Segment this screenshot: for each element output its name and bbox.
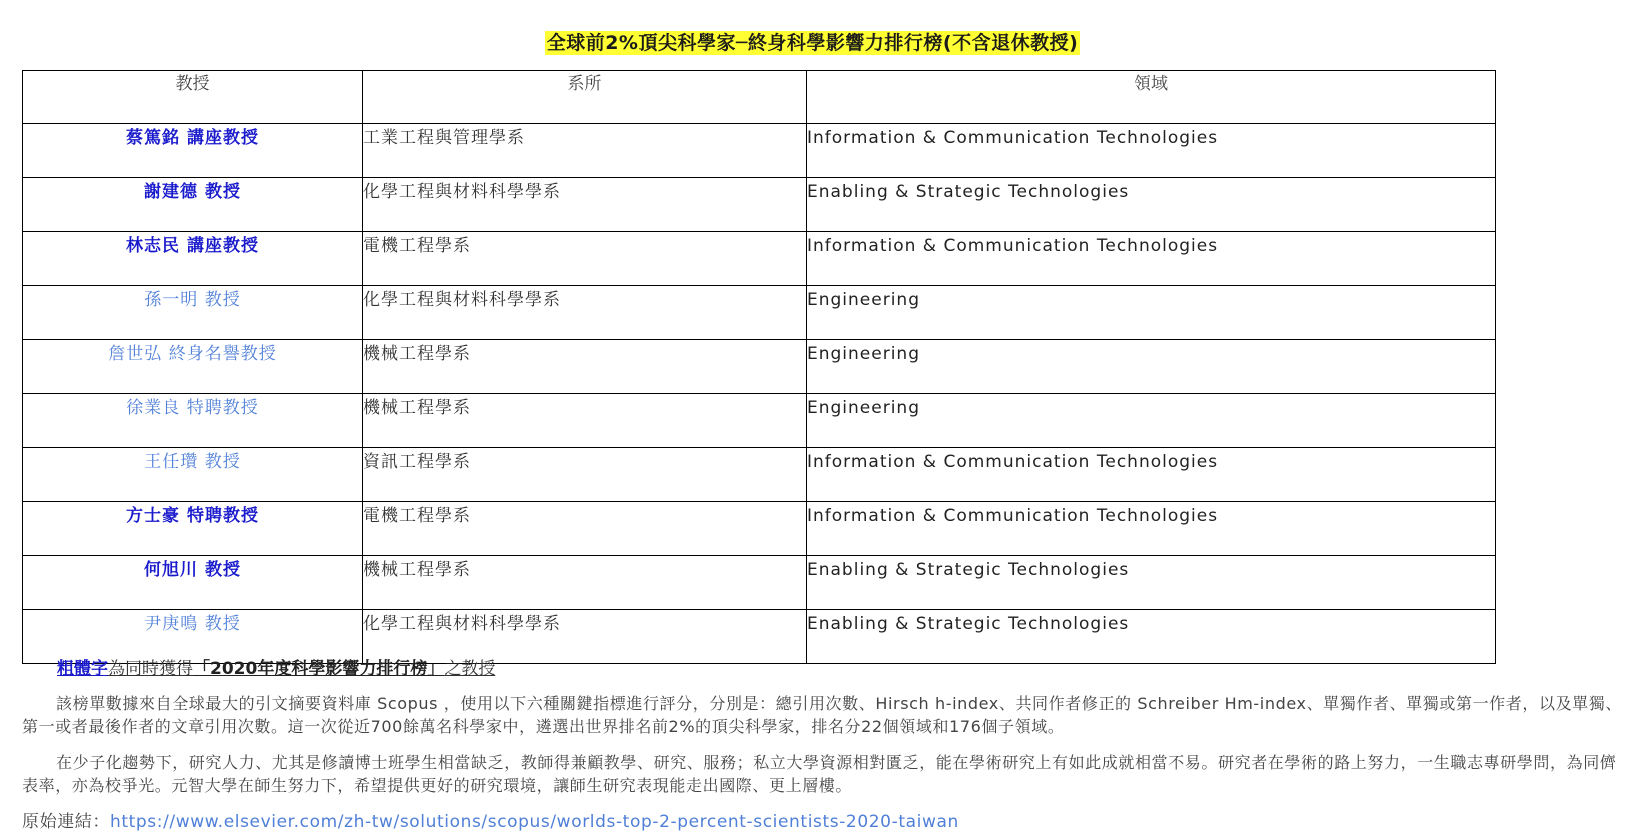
professor-cell	[23, 394, 363, 448]
field-cell: Information & Communication Technologies	[807, 448, 1496, 502]
table-row	[23, 610, 1496, 664]
professor-cell	[23, 610, 363, 664]
department-cell: 化學工程與材料科學學系	[363, 286, 807, 340]
table-row	[23, 448, 1496, 502]
professor-cell	[23, 340, 363, 394]
professor-name[interactable]: 孫一明 教授	[144, 290, 241, 310]
department-cell: 機械工程學系	[363, 340, 807, 394]
professor-cell	[23, 232, 363, 286]
page-title-text: 全球前2%頂尖科學家─終身科學影響力排行榜(不含退休教授)	[546, 32, 1079, 54]
department-cell: 機械工程學系	[363, 556, 807, 610]
professor-cell	[23, 502, 363, 556]
table-header-row	[23, 71, 1496, 124]
professor-name[interactable]: 徐業良 特聘教授	[126, 398, 259, 418]
professor-name[interactable]: 王任瓚 教授	[144, 452, 241, 472]
field-cell: Engineering	[807, 340, 1496, 394]
table-row	[23, 556, 1496, 610]
source-link[interactable]: https://www.elsevier.com/zh-tw/solutions/scopus/worlds-top-2-percent-scientists-2020-taiwan	[110, 812, 959, 832]
table-row	[23, 394, 1496, 448]
ranking-table	[22, 70, 1496, 664]
table-row	[23, 232, 1496, 286]
field-cell: Enabling & Strategic Technologies	[807, 556, 1496, 610]
table-row	[23, 124, 1496, 178]
department-cell: 工業工程與管理學系	[363, 124, 807, 178]
note-bold-text: 粗體字	[57, 659, 108, 679]
field-cell: Information & Communication Technologies	[807, 502, 1496, 556]
professor-cell	[23, 556, 363, 610]
field-cell: Engineering	[807, 286, 1496, 340]
source-label: 原始連結：	[22, 812, 110, 832]
table-row	[23, 286, 1496, 340]
professor-name[interactable]: 何旭川 教授	[144, 560, 241, 580]
paragraph-context: 在少子化趨勢下，研究人力、尤其是修讀博士班學生相當缺乏，教師得兼顧教學、研究、服務；私立大學資源相對匱乏，能在學術研究上有如此成就相當不易。研究者在學術的路上努力，一生職志專研學問，為同儕表率，亦為校爭光。元智大學在師生努力下，希望提供更好的研究環境，讓師生研究表現能走出國際、更上層樓。	[22, 753, 1617, 795]
paragraph-methodology: 該榜單數據來自全球最大的引文摘要資料庫 Scopus ，使用以下六種關鍵指標進行評分，分別是：總引用次數、Hirsch h-index、共同作者修正的 Schreiber Hm-index、單獨作者、單獨或第一作者，以及單獨、第一或者最後作者的文章引用次數。這一次從近700餘萬名科學家中，遴選出世界排名前2%的頂尖科學家，排名分22個領域和176個子領域。	[22, 694, 1622, 736]
professor-name[interactable]: 林志民 講座教授	[126, 236, 259, 256]
professor-name[interactable]: 方士豪 特聘教授	[126, 506, 259, 526]
header-field: 領域	[807, 71, 1496, 124]
note-end-text: 之教授	[444, 659, 496, 679]
professor-name[interactable]: 謝建德 教授	[144, 182, 241, 202]
professor-cell	[23, 124, 363, 178]
header-professor: 教授	[23, 71, 363, 124]
professor-name[interactable]: 蔡篤銘 講座教授	[126, 128, 259, 148]
department-cell: 化學工程與材料科學學系	[363, 610, 807, 664]
field-cell: Information & Communication Technologies	[807, 124, 1496, 178]
department-cell: 機械工程學系	[363, 394, 807, 448]
professor-cell	[23, 178, 363, 232]
department-cell: 電機工程學系	[363, 232, 807, 286]
bold-legend-note	[57, 658, 495, 680]
source-line	[22, 811, 959, 833]
department-cell: 電機工程學系	[363, 502, 807, 556]
field-cell: Enabling & Strategic Technologies	[807, 610, 1496, 664]
header-department: 系所	[363, 71, 807, 124]
field-cell: Engineering	[807, 394, 1496, 448]
professor-cell	[23, 448, 363, 502]
table-row	[23, 178, 1496, 232]
field-cell: Information & Communication Technologies	[807, 232, 1496, 286]
department-cell: 化學工程與材料科學學系	[363, 178, 807, 232]
page-title	[0, 29, 1625, 57]
professor-name[interactable]: 尹庚鳴 教授	[144, 614, 241, 634]
note-mid-text: 為同時獲得	[108, 659, 193, 679]
professor-name[interactable]: 詹世弘 終身名譽教授	[108, 344, 277, 364]
field-cell: Enabling & Strategic Technologies	[807, 178, 1496, 232]
table-row	[23, 502, 1496, 556]
professor-cell	[23, 286, 363, 340]
department-cell: 資訊工程學系	[363, 448, 807, 502]
table-row	[23, 340, 1496, 394]
note-ranking-name: 「2020年度科學影響力排行榜」	[193, 659, 445, 679]
